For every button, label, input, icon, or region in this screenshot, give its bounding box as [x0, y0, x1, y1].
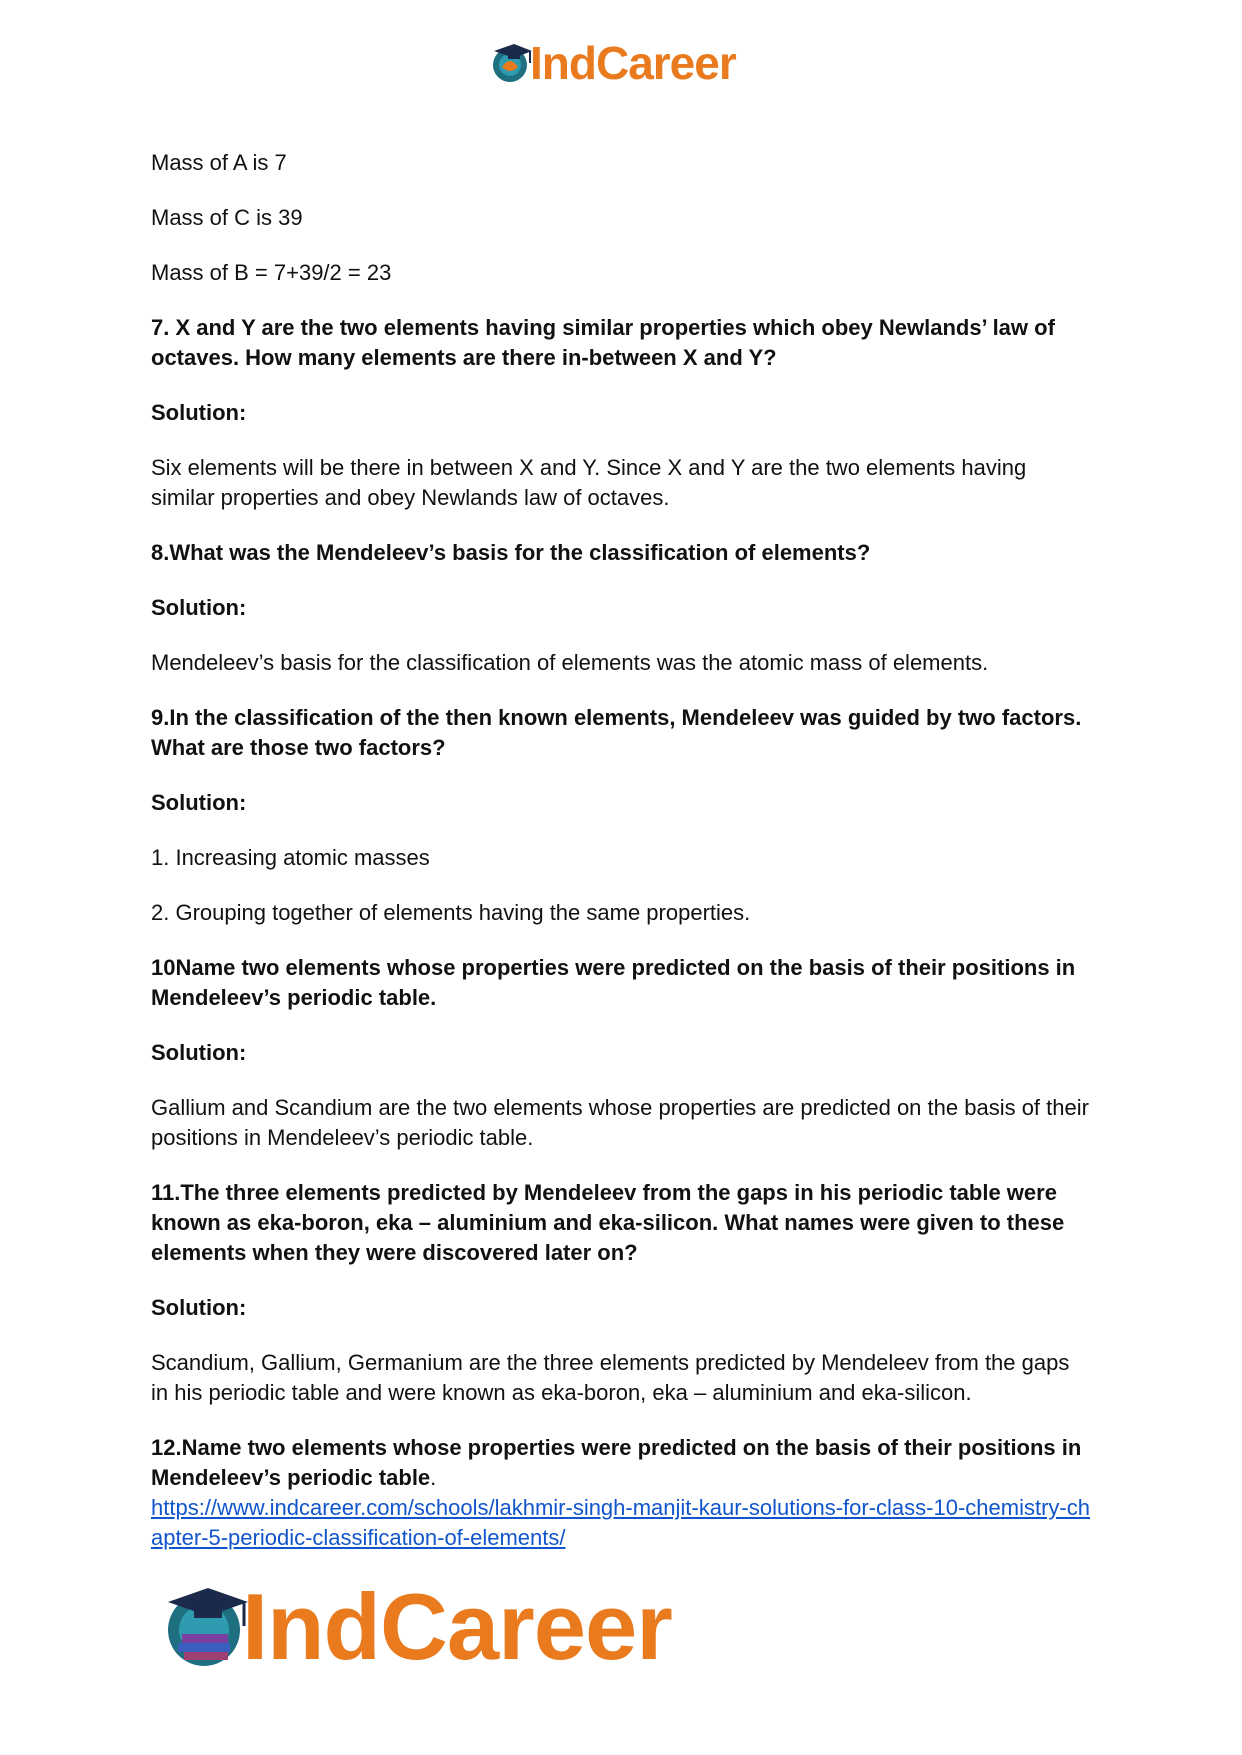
answer-11: Scandium, Gallium, Germanium are the three elements predicted by Mendeleev from the gaps in his periodic table and were known as eka-boron, eka – aluminium and eka-silicon. — [151, 1350, 1070, 1405]
question-10: 10Name two elements whose properties were predicted on the basis of their positions in Mendeleev’s periodic table. — [151, 955, 1076, 1010]
graduation-globe-icon — [488, 41, 536, 85]
question-7: 7. X and Y are the two elements having similar properties which obey Newlands’ law of octaves. How many elements are there in-between X and Y? — [151, 315, 1055, 370]
question-8: 8.What was the Mendeleev’s basis for the classification of elements? — [151, 540, 871, 565]
logo-text: IndCareer — [530, 37, 736, 89]
answer-9-item-2: 2. Grouping together of elements having the same properties. — [151, 900, 751, 925]
solution-label: Solution: — [151, 1295, 247, 1320]
document-body — [151, 148, 1091, 1553]
answer-9-item-1: 1. Increasing atomic masses — [151, 845, 430, 870]
indcareer-logo-footer — [160, 1574, 672, 1679]
solution-label: Solution: — [151, 595, 247, 620]
answer-8: Mendeleev’s basis for the classification of elements was the atomic mass of elements. — [151, 650, 989, 675]
answer-7: Six elements will be there in between X and Y. Since X and Y are the two elements having similar properties and obey Newlands law of octaves. — [151, 455, 1027, 510]
question-12-block — [151, 1433, 1091, 1553]
text-line: Mass of B = 7+39/2 = 23 — [151, 260, 392, 285]
text-line: Mass of C is 39 — [151, 205, 303, 230]
solution-label: Solution: — [151, 790, 247, 815]
source-link[interactable]: https://www.indcareer.com/schools/lakhmir-singh-manjit-kaur-solutions-for-class-10-chemistry-chapter-5-periodic-classification-of-elements/ — [151, 1495, 1090, 1550]
logo-text: IndCareer — [242, 1574, 672, 1679]
indcareer-logo-header — [488, 37, 736, 89]
text-line: Mass of A is 7 — [151, 150, 287, 175]
question-11: 11.The three elements predicted by Mendeleev from the gaps in his periodic table were known as eka-boron, eka – aluminium and eka-silicon. What names were given to these elements when they were discovered later on? — [151, 1180, 1065, 1265]
question-12: 12.Name two elements whose properties were predicted on the basis of their positions in Mendeleev’s periodic table — [151, 1435, 1082, 1490]
question-9: 9.In the classification of the then known elements, Mendeleev was guided by two factors. What are those two factors? — [151, 705, 1082, 760]
solution-label: Solution: — [151, 400, 247, 425]
question-12-suffix: . — [430, 1465, 437, 1490]
solution-label: Solution: — [151, 1040, 247, 1065]
answer-10: Gallium and Scandium are the two elements whose properties are predicted on the basis of their positions in Mendeleev’s periodic table. — [151, 1095, 1089, 1150]
